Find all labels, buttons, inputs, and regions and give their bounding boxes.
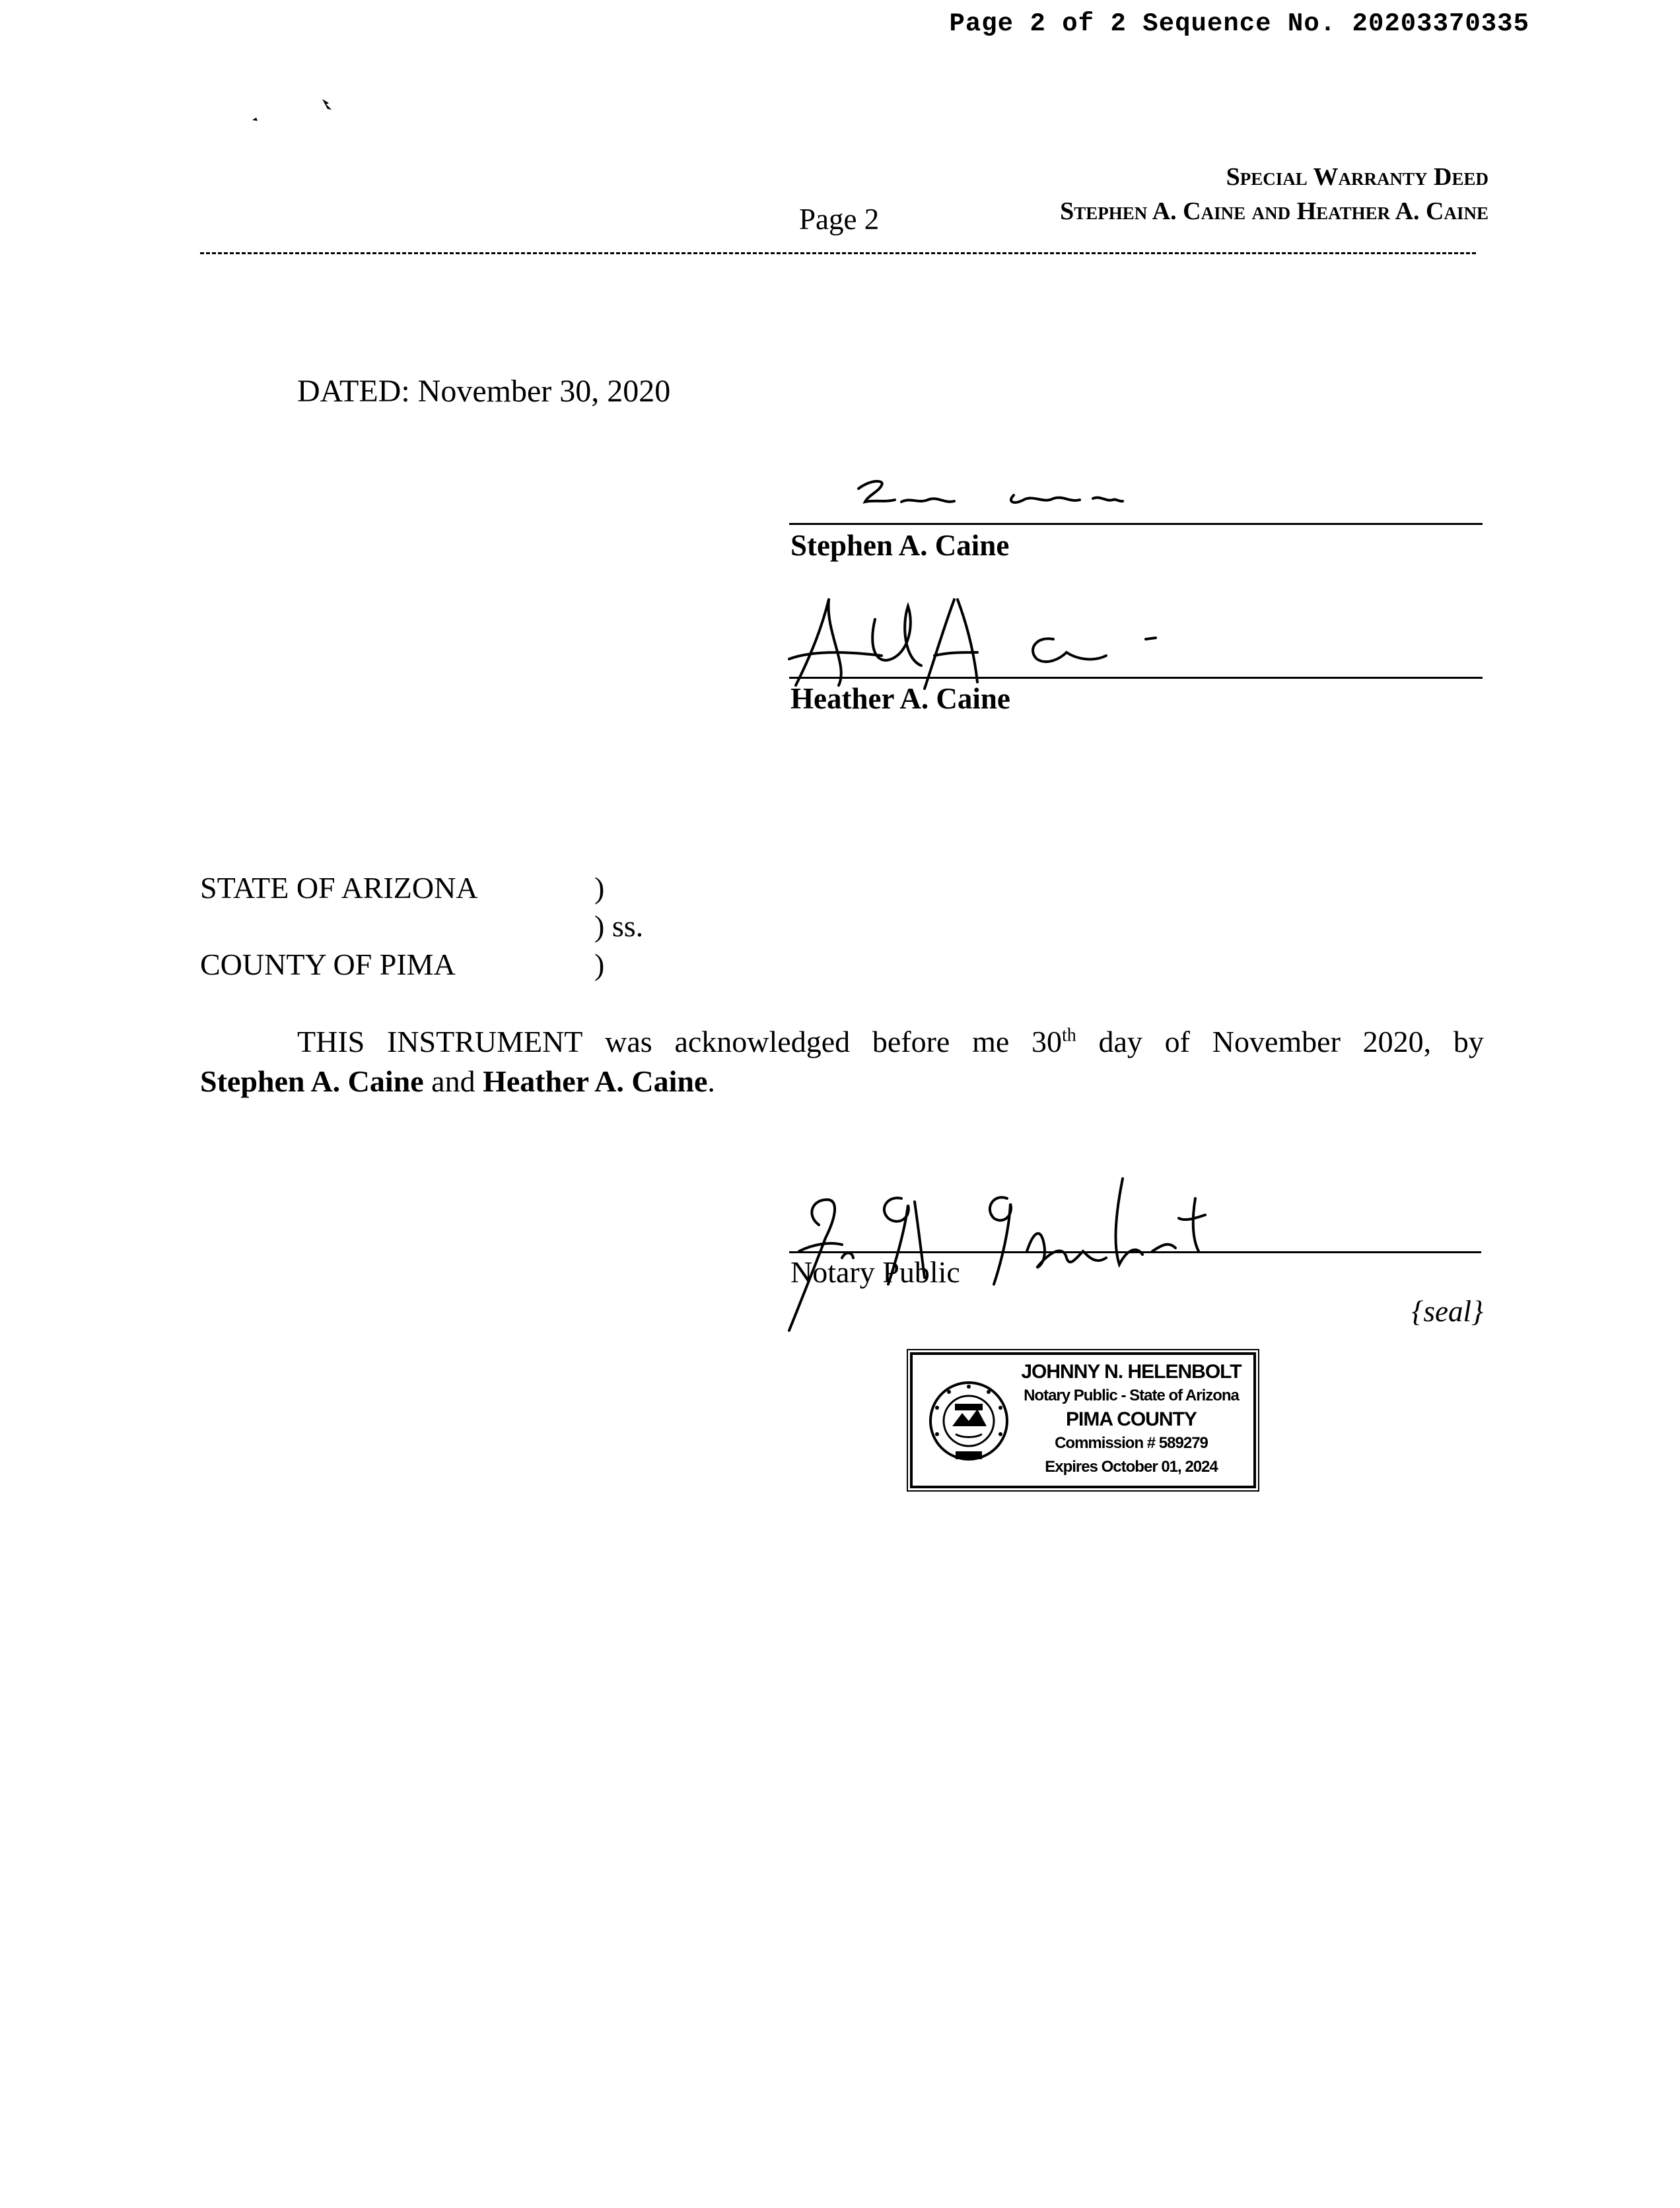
notary-public-label: Notary Public [790, 1255, 960, 1289]
notary-county: PIMA COUNTY [1066, 1408, 1197, 1430]
dated-line: DATED: November 30, 2020 [297, 374, 671, 409]
notary-title: Notary Public - State of Arizona [1024, 1387, 1239, 1404]
seal-label: {seal} [1411, 1295, 1483, 1328]
signature-line-notary [789, 1251, 1481, 1253]
document-title: Special Warranty Deed [1226, 163, 1488, 191]
ack-word: of [1164, 1025, 1190, 1058]
venue-paren-3: ) [594, 948, 605, 981]
signer-name-2: Heather A. Caine [790, 682, 1010, 715]
scan-marks [244, 92, 357, 132]
signature-line-1 [789, 523, 1483, 525]
ack-day-number: 30 [1032, 1025, 1062, 1058]
ack-day [1032, 1022, 1076, 1062]
ack-name-1: Stephen A. Caine [200, 1064, 424, 1098]
ack-word: day [1098, 1025, 1142, 1058]
signature-stephen [845, 466, 1162, 525]
arizona-state-seal-icon [926, 1360, 1012, 1479]
signature-notary [773, 1152, 1261, 1344]
acknowledgment-line-1 [200, 1022, 1484, 1062]
ack-word: by [1453, 1025, 1484, 1058]
ack-and: and [431, 1064, 475, 1098]
document-parties: Stephen A. Caine and Heather A. Caine [1060, 197, 1488, 225]
acknowledgment-line-2 [200, 1062, 1484, 1101]
signature-heather [776, 586, 1185, 692]
ack-word: me [972, 1025, 1010, 1058]
ack-word: November [1212, 1025, 1341, 1058]
signer-name-1: Stephen A. Caine [790, 529, 1010, 562]
ack-day-suffix: th [1062, 1025, 1076, 1046]
venue-paren-1: ) [594, 871, 605, 905]
venue-state: STATE OF ARIZONA [200, 871, 478, 905]
ack-word: THIS [297, 1025, 365, 1058]
acknowledgment-paragraph [200, 1022, 1484, 1101]
ack-name-2: Heather A. Caine [483, 1064, 708, 1098]
notary-name: JOHNNY N. HELENBOLT [1021, 1361, 1242, 1383]
notary-stamp [910, 1352, 1256, 1488]
notary-stamp-text [1012, 1360, 1251, 1479]
ack-word: before [872, 1025, 950, 1058]
notary-commission: Commission # 589279 [1055, 1434, 1208, 1452]
notary-expiration: Expires October 01, 2024 [1045, 1458, 1218, 1476]
ack-period: . [707, 1064, 715, 1098]
ack-word: 2020, [1362, 1025, 1432, 1058]
header-rule [200, 252, 1476, 254]
ack-word: acknowledged [674, 1025, 851, 1058]
venue-county: COUNTY OF PIMA [200, 948, 456, 981]
signature-line-2 [789, 677, 1483, 679]
sequence-number: Page 2 of 2 Sequence No. 20203370335 [949, 9, 1529, 38]
page-label: Page 2 [799, 203, 880, 236]
venue-ss: ) ss. [594, 909, 644, 943]
ack-word: INSTRUMENT [386, 1025, 583, 1058]
ack-word: was [605, 1025, 652, 1058]
